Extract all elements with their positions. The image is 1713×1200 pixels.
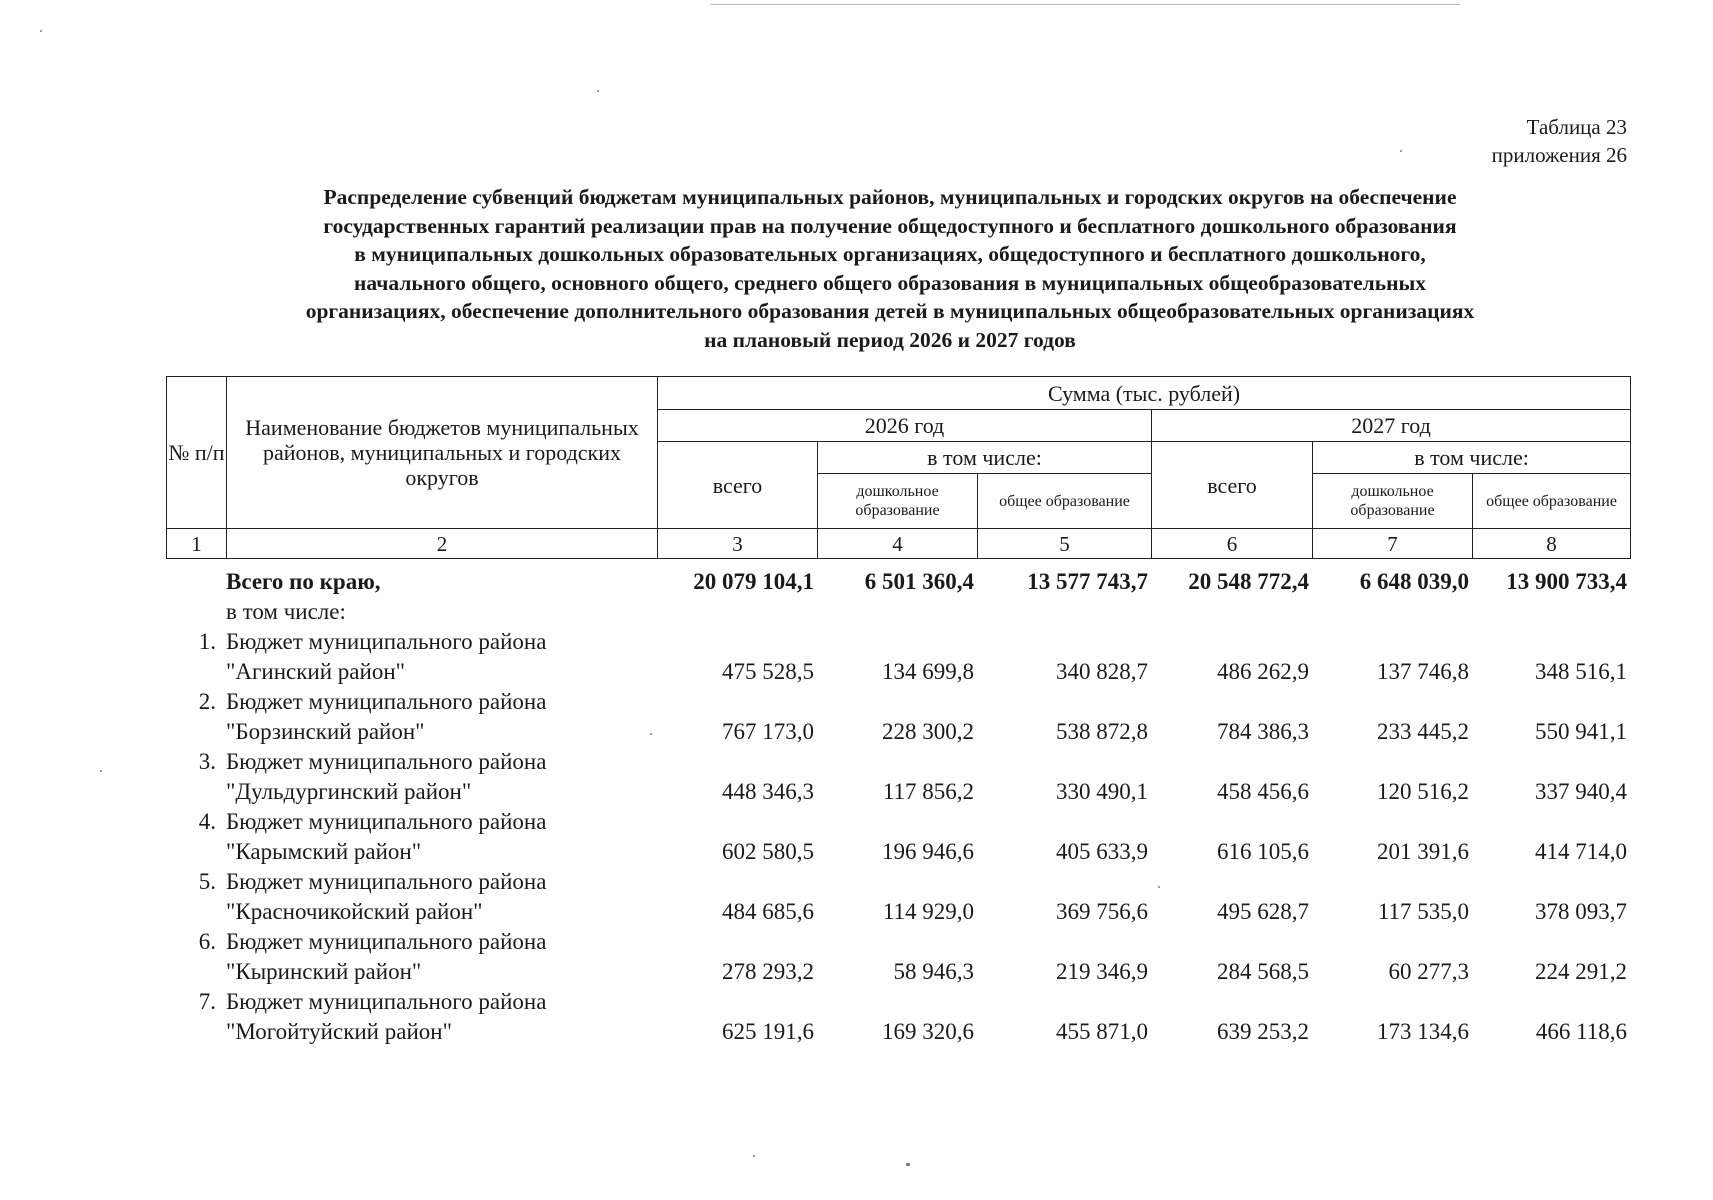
row-name-line2: "Могойтуйский район" [226, 1019, 452, 1044]
scan-speck [906, 1163, 910, 1166]
row-value: 340 828,7 [1056, 659, 1148, 684]
row-name [226, 807, 657, 867]
header-num: № п/п [167, 377, 227, 529]
row-name-line1: Бюджет муниципального района [226, 749, 547, 774]
row-value: 134 699,8 [882, 659, 974, 684]
appendix-number: приложения 26 [1491, 143, 1627, 167]
col-number: 2 [227, 529, 658, 559]
table-body [166, 567, 1630, 1047]
row-index: 1. [198, 629, 216, 654]
row-name [226, 627, 657, 687]
table-row [166, 807, 1630, 867]
row-index: 7. [198, 989, 216, 1014]
scan-speck [40, 30, 42, 32]
row-value: 196 946,6 [882, 839, 974, 864]
row-value: 486 262,9 [1217, 659, 1309, 684]
total-sublabel: в том числе: [226, 599, 346, 624]
header-including-2026: в том числе: [818, 442, 1152, 474]
header-general-2026: общее образование [978, 474, 1152, 529]
col-number: 7 [1313, 529, 1473, 559]
col-number: 1 [167, 529, 227, 559]
row-name-line2: "Красночикойский район" [226, 899, 483, 924]
row-value: 224 291,2 [1535, 959, 1627, 984]
row-name-line1: Бюджет муниципального района [226, 869, 547, 894]
total-value: 20 548 772,4 [1188, 569, 1309, 594]
row-value: 639 253,2 [1217, 1019, 1309, 1044]
title-line: в муниципальных дошкольных образовательных организациях, общедоступного и бесплатного дошкольного, [354, 242, 1426, 266]
total-value: 20 079 104,1 [693, 569, 814, 594]
row-value: 466 118,6 [1535, 1019, 1627, 1044]
scan-speck [1400, 150, 1402, 152]
table-row [166, 627, 1630, 687]
total-value: 6 501 360,4 [864, 569, 974, 594]
row-value: 455 871,0 [1056, 1019, 1148, 1044]
row-name-line1: Бюджет муниципального района [226, 629, 547, 654]
header-year-2027: 2027 год [1152, 410, 1631, 442]
scan-speck [650, 733, 652, 735]
header-name: Наименование бюджетов муниципальных районов, муниципальных и городских округов [227, 377, 658, 529]
header-total-2027: всего [1152, 442, 1313, 529]
scan-speck [1158, 886, 1160, 888]
scan-speck [597, 90, 599, 92]
row-value: 173 134,6 [1377, 1019, 1469, 1044]
table-reference [1492, 113, 1627, 169]
row-name [226, 927, 657, 987]
row-value: 348 516,1 [1535, 659, 1627, 684]
row-index: 6. [198, 929, 216, 954]
table-row [166, 687, 1630, 747]
row-value: 602 580,5 [722, 839, 814, 864]
header-total-2026: всего [658, 442, 818, 529]
row-value: 475 528,5 [722, 659, 814, 684]
table-row [166, 987, 1630, 1047]
total-label: Всего по краю, [226, 569, 381, 594]
col-number: 3 [658, 529, 818, 559]
row-name-line2: "Агинский район" [226, 659, 406, 684]
row-value: 60 277,3 [1388, 959, 1469, 984]
row-name [226, 987, 657, 1047]
row-name-line1: Бюджет муниципального района [226, 929, 547, 954]
row-name-line2: "Дульдургинский район" [226, 779, 472, 804]
row-value: 117 535,0 [1377, 899, 1469, 924]
header-including-2027: в том числе: [1313, 442, 1631, 474]
row-value: 117 856,2 [882, 779, 974, 804]
row-value: 625 191,6 [722, 1019, 814, 1044]
row-name [226, 867, 657, 927]
row-value: 405 633,9 [1056, 839, 1148, 864]
row-name-line2: "Карымский район" [226, 839, 422, 864]
row-value: 484 685,6 [722, 899, 814, 924]
row-value: 284 568,5 [1217, 959, 1309, 984]
document-title [150, 183, 1630, 354]
row-name-line2: "Кыринский район" [226, 959, 422, 984]
row-value: 369 756,6 [1056, 899, 1148, 924]
row-value: 120 516,2 [1377, 779, 1469, 804]
title-line: организациях, обеспечение дополнительного образования детей в муниципальных общеобразовательных организациях [305, 299, 1475, 323]
row-name [226, 747, 657, 807]
table-row [166, 867, 1630, 927]
row-name-line2: "Борзинский район" [226, 719, 425, 744]
row-value: 538 872,8 [1056, 719, 1148, 744]
title-line: на плановый период 2026 и 2027 годов [704, 327, 1076, 352]
row-value: 219 346,9 [1056, 959, 1148, 984]
scan-speck [753, 1155, 755, 1157]
row-value: 137 746,8 [1377, 659, 1469, 684]
total-value: 6 648 039,0 [1359, 569, 1469, 594]
table-row [166, 747, 1630, 807]
row-index: 4. [198, 809, 216, 834]
total-value: 13 900 733,4 [1506, 569, 1627, 594]
header-preschool-2027: дошкольное образование [1313, 474, 1473, 529]
title-line: Распределение субвенций бюджетам муниципальных районов, муниципальных и городских округов на обеспечение [323, 185, 1457, 209]
row-value: 233 445,2 [1377, 719, 1469, 744]
total-row [166, 567, 1630, 627]
row-value: 114 929,0 [882, 899, 974, 924]
row-value: 58 946,3 [893, 959, 974, 984]
col-number: 5 [978, 529, 1152, 559]
row-value: 201 391,6 [1377, 839, 1469, 864]
row-value: 278 293,2 [722, 959, 814, 984]
row-value: 550 941,1 [1535, 719, 1627, 744]
row-name-line1: Бюджет муниципального района [226, 689, 547, 714]
total-value: 13 577 743,7 [1027, 569, 1148, 594]
col-number: 4 [818, 529, 978, 559]
row-value: 495 628,7 [1217, 899, 1309, 924]
row-value: 228 300,2 [882, 719, 974, 744]
title-line: начального общего, основного общего, среднего общего образования в муниципальных общеобразовательных [353, 270, 1427, 295]
top-rule [710, 4, 1460, 5]
row-value: 378 093,7 [1535, 899, 1627, 924]
row-value: 458 456,6 [1217, 779, 1309, 804]
row-value: 784 386,3 [1217, 719, 1309, 744]
row-name-line1: Бюджет муниципального района [226, 809, 547, 834]
table-header [166, 376, 1631, 559]
row-value: 330 490,1 [1056, 779, 1148, 804]
row-value: 337 940,4 [1535, 779, 1627, 804]
row-value: 616 105,6 [1217, 839, 1309, 864]
table-number: Таблица 23 [1526, 115, 1627, 139]
row-index: 3. [198, 749, 216, 774]
header-year-2026: 2026 год [658, 410, 1152, 442]
col-number: 6 [1152, 529, 1313, 559]
header-general-2027: общее образование [1473, 474, 1631, 529]
row-value: 767 173,0 [722, 719, 814, 744]
row-name [226, 687, 657, 747]
title-line: государственных гарантий реализации прав на получение общедоступного и бесплатного дошкольного образования [323, 213, 1457, 238]
header-preschool-2026: дошкольное образование [818, 474, 978, 529]
row-value: 448 346,3 [722, 779, 814, 804]
col-number: 8 [1473, 529, 1631, 559]
row-index: 2. [198, 689, 216, 714]
row-value: 414 714,0 [1535, 839, 1627, 864]
row-name-line1: Бюджет муниципального района [226, 989, 547, 1014]
scan-speck [100, 770, 102, 772]
row-index: 5. [198, 869, 216, 894]
header-sum: Сумма (тыс. рублей) [658, 377, 1631, 410]
row-value: 169 320,6 [882, 1019, 974, 1044]
table-row [166, 927, 1630, 987]
